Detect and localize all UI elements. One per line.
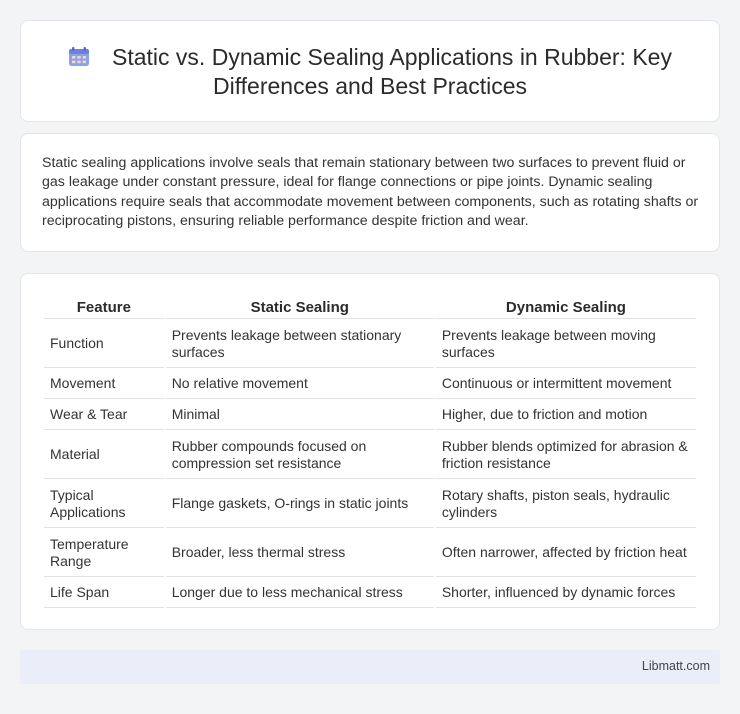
dynamic-cell: Rotary shafts, piston seals, hydraulic cylinders bbox=[436, 481, 696, 528]
title-card bbox=[20, 20, 720, 122]
dynamic-cell: Continuous or intermittent movement bbox=[436, 370, 696, 399]
table-row bbox=[44, 579, 696, 608]
feature-cell: Material bbox=[44, 432, 164, 479]
header-static: Static Sealing bbox=[166, 297, 434, 319]
table-row bbox=[44, 401, 696, 430]
dynamic-cell: Prevents leakage between moving surfaces bbox=[436, 321, 696, 368]
comparison-table bbox=[42, 295, 698, 610]
table-row bbox=[44, 530, 696, 577]
static-cell: Longer due to less mechanical stress bbox=[166, 579, 434, 608]
table-row bbox=[44, 321, 696, 368]
calendar-icon bbox=[68, 47, 90, 67]
dynamic-cell: Higher, due to friction and motion bbox=[436, 401, 696, 430]
static-cell: Rubber compounds focused on compression set resistance bbox=[166, 432, 434, 479]
header-feature: Feature bbox=[44, 297, 164, 319]
intro-card bbox=[20, 133, 720, 252]
footer-brand-link[interactable]: Libmatt.com bbox=[641, 659, 710, 673]
dynamic-cell: Shorter, influenced by dynamic forces bbox=[436, 579, 696, 608]
intro-paragraph: Static sealing applications involve seals that remain stationary between two surfaces to prevent fluid or gas leakage under constant pressure, ideal for flange connections or pipe joints. Dynamic sealing applications require seals that accommodate movement between components, such as rotating shafts or reciprocating pistons, ensuring reliable performance despite friction and wear. bbox=[42, 155, 699, 230]
feature-cell: Movement bbox=[44, 370, 164, 399]
dynamic-cell: Rubber blends optimized for abrasion & friction resistance bbox=[436, 432, 696, 479]
page-title: Static vs. Dynamic Sealing Applications in Rubber: Key Differences and Best Practices bbox=[112, 44, 672, 99]
static-cell: No relative movement bbox=[166, 370, 434, 399]
static-cell: Broader, less thermal stress bbox=[166, 530, 434, 577]
feature-cell: Function bbox=[44, 321, 164, 368]
feature-cell: Temperature Range bbox=[44, 530, 164, 577]
footer-bar bbox=[20, 650, 720, 684]
dynamic-cell: Often narrower, affected by friction heat bbox=[436, 530, 696, 577]
table-header-row bbox=[44, 297, 696, 319]
header-dynamic: Dynamic Sealing bbox=[436, 297, 696, 319]
feature-cell: Life Span bbox=[44, 579, 164, 608]
static-cell: Minimal bbox=[166, 401, 434, 430]
static-cell: Prevents leakage between stationary surfaces bbox=[166, 321, 434, 368]
comparison-card bbox=[20, 273, 720, 630]
table-row bbox=[44, 481, 696, 528]
feature-cell: Typical Applications bbox=[44, 481, 164, 528]
table-row bbox=[44, 370, 696, 399]
table-row bbox=[44, 432, 696, 479]
page-title-wrap bbox=[21, 43, 719, 101]
feature-cell: Wear & Tear bbox=[44, 401, 164, 430]
static-cell: Flange gaskets, O-rings in static joints bbox=[166, 481, 434, 528]
